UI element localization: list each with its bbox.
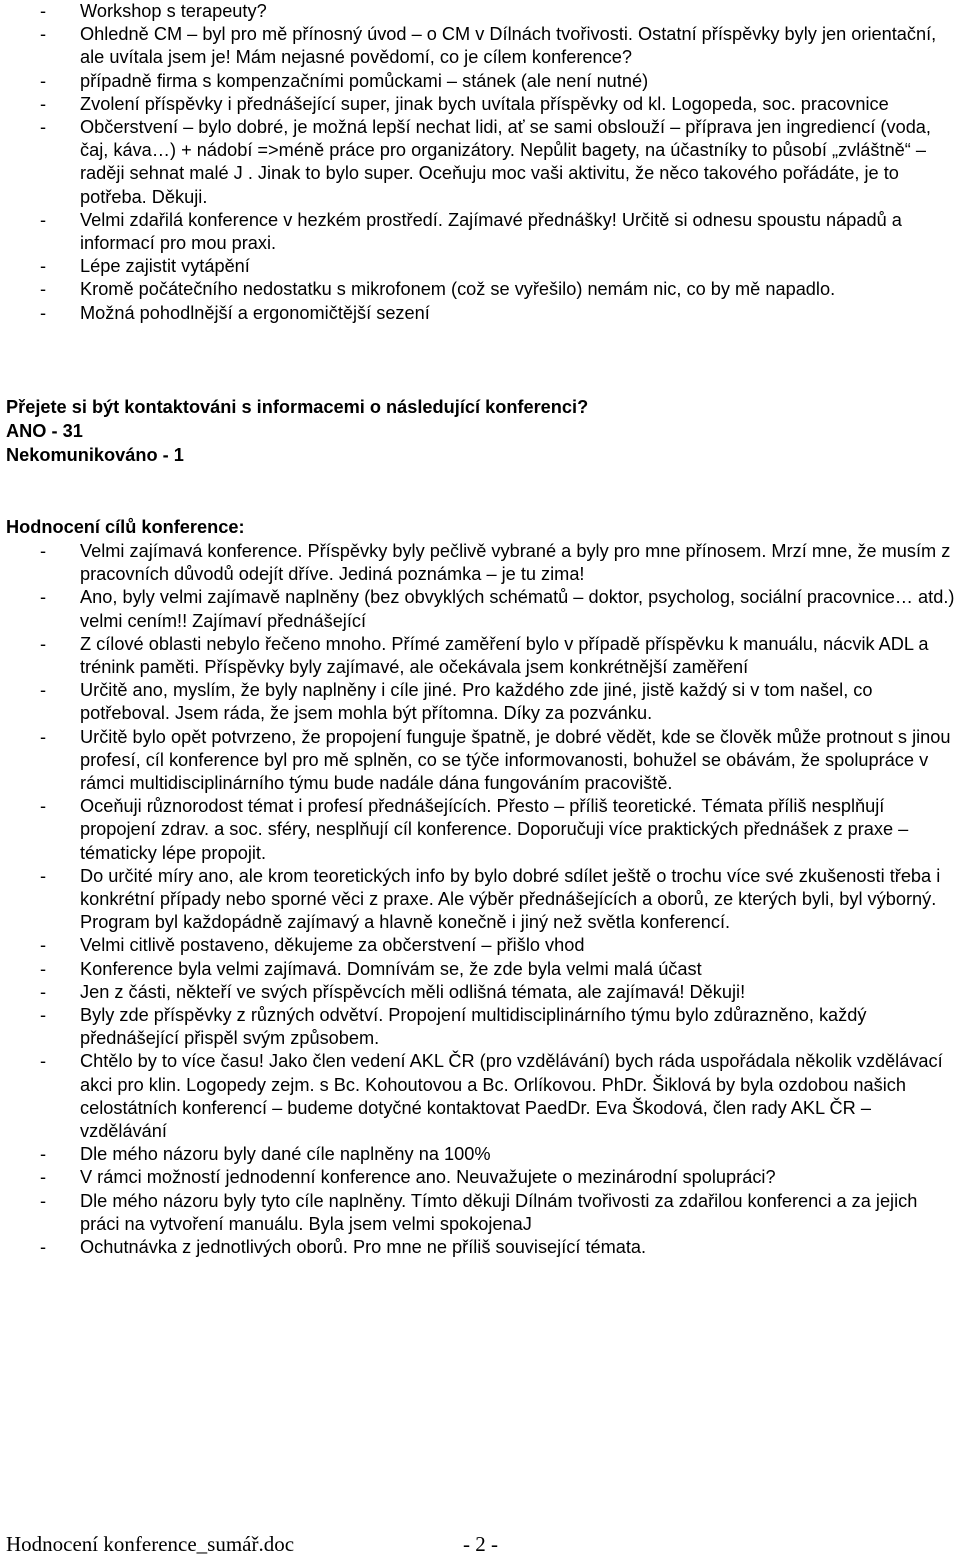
list-item: - Workshop s terapeuty? <box>40 1 267 21</box>
list-item: - Občerstvení – bylo dobré, je možná lepší nechat lidi, ať se sami obslouží – příprava jen ingrediencí (voda, čaj, káva…) + nádobí =>méně práce pro organizátory. Nepůlit bagety, na účastníky to působí „zvláštně“ – raději sehnat malé J . Jinak to bylo super. Oceňuju moc vaši aktivitu, že něco takového pořádáte, je to potřeba. Děkuji. <box>40 117 931 207</box>
list-item: - Dle mého názoru byly tyto cíle naplněny. Tímto děkuji Dílnám tvořivosti za zdařilou konferenci a za jejich práci na vytvoření manuálu. Byla jsem velmi spokojenaJ <box>40 1190 918 1234</box>
list-item: - Do určité míry ano, ale krom teoretických info by bylo dobré sdílet ještě o trochu více své zkušenosti třeba i konkrétní případy nebo sporné věci z praxe. Ale výběr přednášejících a oborů, ze kterých byli, byl výborný. Program byl každopádně zajímavý a hlavně konečně i jiný než světla konferencí. <box>40 865 941 933</box>
list-item: - Velmi zdařilá konference v hezkém prostředí. Zajímavé přednášky! Určitě si odnesu spoustu nápadů a informací pro mou praxi. <box>40 209 902 254</box>
list-item: - Určitě ano, myslím, že byly naplněny i cíle jiné. Pro každého zde jiné, jistě každý si v tom našel, co potřeboval. Jsem ráda, že jsem mohla být přítomna. Díky za pozvánku. <box>40 680 873 724</box>
list-item: - Velmi zajímavá konference. Příspěvky byly pečlivě vybrané a byly pro mne přínosem. Mrzí mne, že musím z pracovních důvodů odejít dříve. Jediná poznámka – je tu zima! <box>40 541 951 585</box>
list-item: - Kromě počátečního nedostatku s mikrofonem (což se vyřešilo) nemám nic, co by mě napadlo. <box>40 279 836 300</box>
contact-yes-count: ANO - 31 <box>6 421 83 441</box>
list-item: - případně firma s kompenzačními pomůckami – stánek (ale není nutné) <box>40 70 649 91</box>
goals-section-title: Hodnocení cílů konference: <box>6 517 245 537</box>
goals-list <box>0 540 960 1259</box>
list-item: - Jen z části, někteří ve svých příspěvcích měli odlišná témata, ale zajímavá! Děkuji! <box>40 981 746 1002</box>
list-item: - Dle mého názoru byly dané cíle naplněny na 100% <box>40 1144 491 1165</box>
list-item: - Ano, byly velmi zajímavě naplněny (bez obvyklých schématů – doktor, psycholog, sociální pracovnice… atd.) velmi cením!! Zajímaví přednášející <box>40 587 955 631</box>
list-item: - Konference byla velmi zajímavá. Domnívám se, že zde byla velmi malá účast <box>40 958 702 979</box>
list-item: - Velmi citlivě postaveno, děkujeme za občerstvení – přišlo vhod <box>40 935 585 956</box>
list-item: - Z cílové oblasti nebylo řečeno mnoho. Přímé zaměření bylo v případě příspěvku k manuálu, nácvik ADL a trénink paměti. Příspěvky byly zajímavé, ale očekávala jsem konkrétnější zaměření <box>40 633 929 678</box>
list-item: - Určitě bylo opět potvrzeno, že propojení funguje špatně, je dobré vědět, kde se člověk může protnout s jinou profesí, cíl konference byl pro mě splněn, co se týče informovanosti, bohužel se obávám, že spolupráce v rámci multidisciplinárního týmu bude nadále dána fungováním pracoviště. <box>40 726 951 794</box>
feedback-list <box>0 0 960 325</box>
list-item: - Ochutnávka z jednotlivých oborů. Pro mne ne příliš související témata. <box>40 1237 647 1258</box>
list-item: - Možná pohodlnější a ergonomičtější sezení <box>40 302 430 323</box>
contact-no-answer-count: Nekomunikováno - 1 <box>6 445 184 465</box>
page-footer <box>6 1532 498 1556</box>
page-number: - 2 - <box>463 1532 498 1556</box>
list-item: - V rámci možností jednodenní konference ano. Neuvažujete o mezinárodní spolupráci? <box>40 1167 776 1188</box>
list-item: - Ohledně CM – byl pro mě přínosný úvod – o CM v Dílnách tvořivosti. Ostatní příspěvky byly jen orientační, ale uvítala jsem je! Mám nejasné povědomí, co je cílem konference? <box>40 24 937 68</box>
list-item: - Byly zde příspěvky z různých odvětví. Propojení multidisciplinárního týmu bylo zdůrazněno, každý přednášející přispěl svým způsobem. <box>40 1005 867 1049</box>
contact-question-title: Přejete si být kontaktováni s informacemi o následující konferenci? <box>6 397 589 417</box>
list-item: - Oceňuji různorodost témat i profesí přednášejících. Přesto – příliš teoretické. Témata příliš nesplňují propojení zdrav. a soc. sféry, nesplňují cíl konference. Doporučuji více praktických přednášek z praxe – tématicky lépe propojit. <box>40 796 909 863</box>
list-item: - Zvolení příspěvky i přednášející super, jinak bych uvítala příspěvky od kl. Logopeda, soc. pracovnice <box>40 93 889 114</box>
footer-filename: Hodnocení konference_sumář.doc <box>6 1532 295 1556</box>
list-item: - Chtělo by to více času! Jako člen vedení AKL ČR (pro vzdělávání) bych ráda uspořádala několik vzdělávací akci pro klin. Logopedy zejm. s Bc. Kohoutovou a Bc. Orlíkovou. PhDr. Šiklová by byla ozdobou našich celostátních konferencí – budeme dotyčné kontaktovat PaedDr. Eva Škodová, člen rady AKL ČR – vzdělávání <box>40 1051 943 1142</box>
list-item: - Lépe zajistit vytápění <box>40 256 250 277</box>
